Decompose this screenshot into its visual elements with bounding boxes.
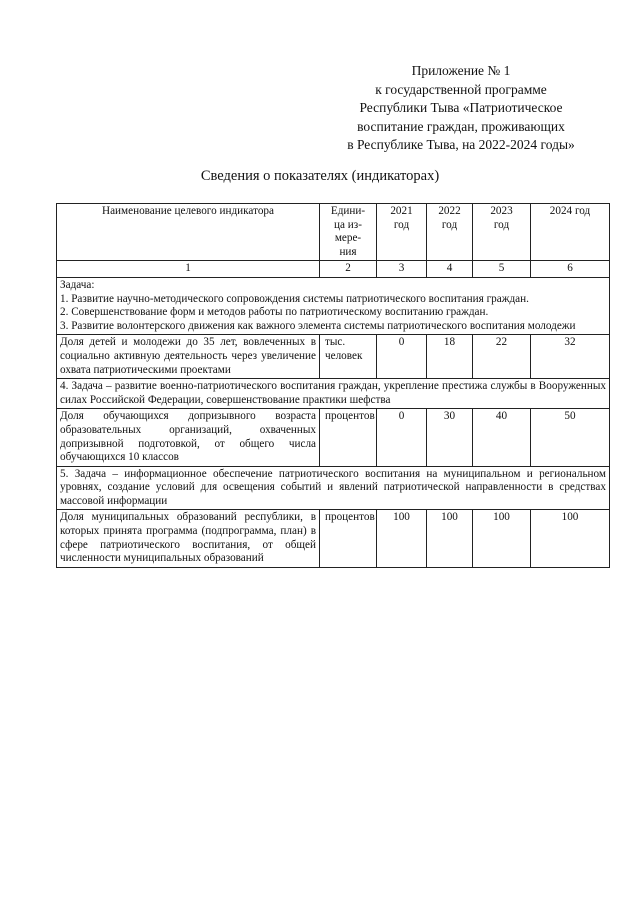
value-2024: 100: [531, 510, 610, 567]
indicator-name: Доля обучающихся допризывного возраста образовательных организаций, охваченных допризывной подготовкой, от общего числа обучающихся 10 классов: [57, 409, 320, 466]
value-2023: 22: [473, 335, 531, 379]
appendix-line: воспитание граждан, проживающих: [357, 118, 565, 134]
indicator-name: Доля муниципальных образований республики, в которых принята программа (подпрограмма, план) в сфере патриотического воспитания, от общей численности муниципальных образований: [57, 510, 320, 567]
value-2021: 100: [377, 510, 427, 567]
value-2021: 0: [377, 409, 427, 466]
table-row: [57, 335, 610, 379]
task-block-1: [57, 277, 610, 334]
task-row: [57, 466, 610, 510]
indicator-name: Доля детей и молодежи до 35 лет, вовлеченных в социально активную деятельность через увеличение охвата патриотическими проектами: [57, 335, 320, 379]
column-number: 3: [377, 261, 427, 278]
header-2024: 2024 год: [531, 204, 610, 261]
value-2022: 100: [427, 510, 473, 567]
indicator-unit: процентов: [320, 510, 377, 567]
value-2024: 50: [531, 409, 610, 466]
appendix-line: в Республике Тыва, на 2022-2024 годы»: [347, 137, 575, 152]
table-row: [57, 510, 610, 567]
value-2022: 30: [427, 409, 473, 466]
header-unit: Едини- ца из- мере- ния: [320, 204, 377, 261]
column-number: 5: [473, 261, 531, 278]
appendix-heading: [330, 62, 592, 155]
task-row: [57, 379, 610, 409]
task-block-2: 4. Задача – развитие военно-патриотического воспитания граждан, укрепление престижа службы в Вооруженных силах Российской Федерации, совершенствование практики шефства: [57, 379, 610, 409]
value-2022: 18: [427, 335, 473, 379]
value-2021: 0: [377, 335, 427, 379]
task-item: 1. Развитие научно-методического сопровождения системы патриотического воспитания граждан.: [60, 292, 529, 305]
header-2023: 2023 год: [473, 204, 531, 261]
task-item: 2. Совершенствование форм и методов работы по патриотическому воспитанию граждан.: [60, 306, 489, 319]
value-2023: 40: [473, 409, 531, 466]
value-2024: 32: [531, 335, 610, 379]
table-header-row: [57, 204, 610, 261]
header-2021: 2021 год: [377, 204, 427, 261]
column-number: 4: [427, 261, 473, 278]
column-number: 2: [320, 261, 377, 278]
appendix-line: к государственной программе: [375, 81, 547, 97]
header-indicator-name: Наименование целевого индикатора: [57, 204, 320, 261]
indicator-unit: тыс. человек: [320, 335, 377, 379]
task-row: [57, 277, 610, 334]
value-2023: 100: [473, 510, 531, 567]
appendix-line: Республики Тыва «Патриотическое: [359, 100, 563, 115]
column-number: 1: [57, 261, 320, 278]
column-number: 6: [531, 261, 610, 278]
indicator-unit: процентов: [320, 409, 377, 466]
indicators-table: [56, 203, 610, 568]
column-numbers-row: [57, 261, 610, 278]
header-2022: 2022 год: [427, 204, 473, 261]
task-block-3: 5. Задача – информационное обеспечение патриотического воспитания на муниципальном и региональном уровнях, создание условий для освещения событий и явлений патриотической направленности в средствах массовой информации: [57, 466, 610, 510]
table-row: [57, 409, 610, 466]
appendix-line: Приложение № 1: [411, 63, 511, 78]
document-title: Сведения о показателях (индикаторах): [200, 168, 440, 184]
task-label: Задача:: [60, 278, 95, 291]
task-item: 3. Развитие волонтерского движения как важного элемента системы патриотического воспитания молодежи: [60, 319, 576, 332]
